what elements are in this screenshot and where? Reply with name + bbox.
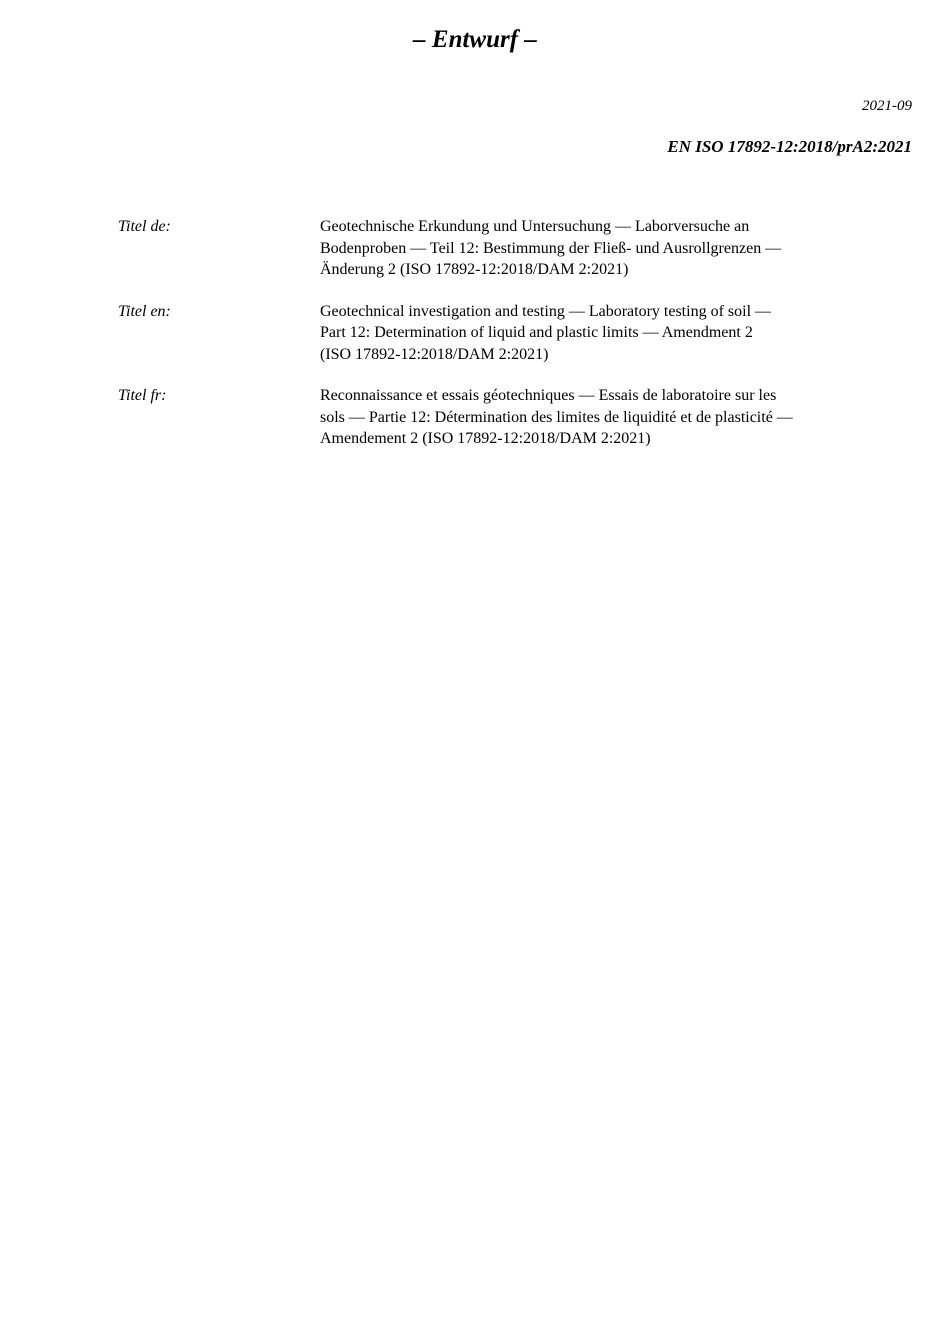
title-line: Reconnaissance et essais géotechniques — Essais de laboratoire sur les xyxy=(320,387,777,404)
title-text-fr xyxy=(320,385,908,450)
title-line: Geotechnical investigation and testing — Laboratory testing of soil — xyxy=(320,302,772,320)
titles-block xyxy=(118,216,908,470)
title-text-de xyxy=(320,216,908,281)
title-label-de: Titel de: xyxy=(118,218,171,235)
title-row-fr xyxy=(118,385,908,450)
document-number: EN ISO 17892-12:2018/prA2:2021 xyxy=(667,137,912,156)
title-row-en xyxy=(118,301,908,366)
title-line: Amendement 2 (ISO 17892-12:2018/DAM 2:2021) xyxy=(320,430,651,447)
title-line: Änderung 2 (ISO 17892-12:2018/DAM 2:2021) xyxy=(320,261,629,278)
title-line: Bodenproben — Teil 12: Bestimmung der Fließ- und Ausrollgrenzen — xyxy=(320,239,782,257)
draft-heading: – Entwurf – xyxy=(413,26,537,53)
title-label-fr: Titel fr: xyxy=(118,387,167,404)
title-label-en: Titel en: xyxy=(118,302,171,320)
title-text-en xyxy=(320,301,908,366)
title-line: Geotechnische Erkundung und Untersuchung — Laborversuche an xyxy=(320,218,750,235)
document-date: 2021-09 xyxy=(862,98,912,114)
title-line: sols — Partie 12: Détermination des limites de liquidité et de plasticité — xyxy=(320,408,793,426)
title-line: Part 12: Determination of liquid and plastic limits — Amendment 2 xyxy=(320,324,753,341)
title-row-de xyxy=(118,216,908,281)
title-line: (ISO 17892-12:2018/DAM 2:2021) xyxy=(320,345,549,363)
